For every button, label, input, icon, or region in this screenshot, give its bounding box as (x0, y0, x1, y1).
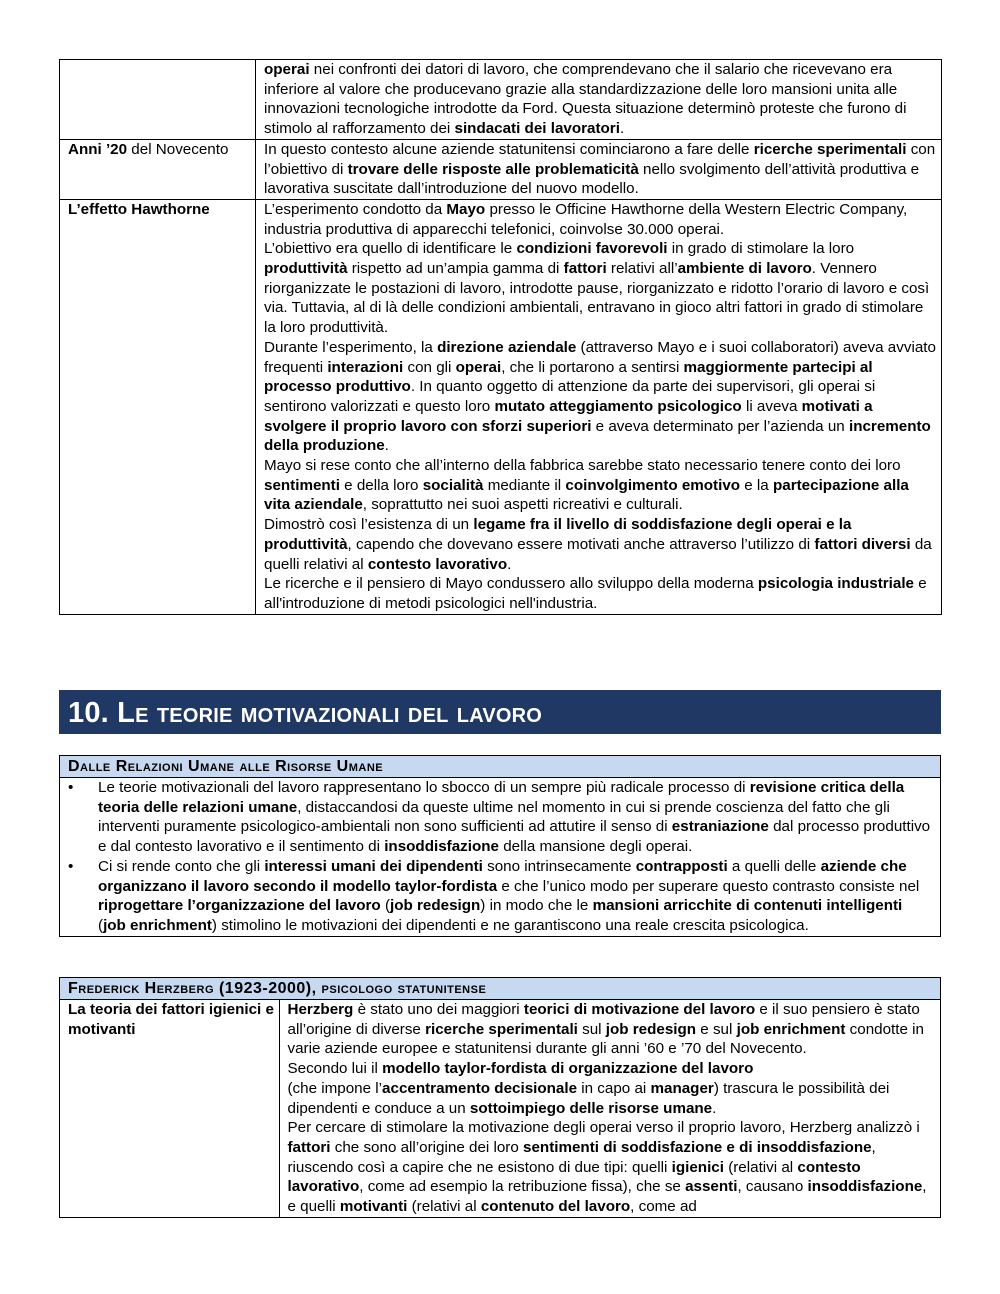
row-key: La teoria dei fattori igienici e motivanti (60, 1000, 279, 1217)
paragraph: (che impone l’accentramento decisionale in capo ai manager) trascura le possibilità dei dipendenti e conduce a un sottoimpiego delle risorse umane. (287, 1079, 890, 1117)
paragraph: Le ricerche e il pensiero di Mayo condussero allo sviluppo della moderna psicologia industriale e all'introduzione di metodi psicologici nell'industria. (264, 575, 927, 612)
bullet-list (60, 778, 940, 936)
row-content (256, 199, 942, 614)
table-row (60, 1000, 940, 1217)
paragraph: L’esperimento condotto da Mayo presso le Officine Hawthorne della Western Electric Company, industria produttiva di apparecchi telefonici, coinvolse 30.000 operai. (264, 200, 908, 238)
table-row (60, 60, 942, 140)
chapter-title: 10. Le teorie motivazionali del lavoro (59, 690, 941, 734)
section-heading: Frederick Herzberg (1923-2000), psicologo statunitense (60, 978, 940, 1000)
paragraph: Herzberg è stato uno dei maggiori teorici di motivazione del lavoro e il suo pensiero è stato all’origine di diverse ricerche sperimentali sul job redesign e sul job enrichment condotte in varie aziende europee e statunitensi durante gli anni ’60 e ’70 del Novecento. (287, 1001, 924, 1058)
mayo-table (59, 59, 942, 615)
row-content (256, 139, 942, 199)
paragraph: Per cercare di stimolare la motivazione degli operai verso il proprio lavoro, Herzberg analizzò i fattori che sono all’origine dei loro sentimenti di soddisfazione e di insoddisfazione, riuscendo così a capire che ne esistono di due tipi: quelli igienici (relativi al contesto lavorativo, come ad esempio la retribuzione fissa), che se assenti, causano insoddisfazione, e quelli motivanti (relativi al contenuto del lavoro, come ad (287, 1119, 927, 1216)
paragraph: In questo contesto alcune aziende statunitensi cominciarono a fare delle ricerche sperimentali con l’obiettivo di trovare delle risposte alle problematicità nello svolgimento dell’attività produttiva e lavorativa suscitate dall’introduzione del nuovo modello. (264, 140, 936, 198)
section-herzberg (59, 977, 941, 1218)
row-key: Anni ’20 del Novecento (60, 139, 256, 199)
paragraph: L’obiettivo era quello di identificare le condizioni favorevoli in grado di stimolare la loro produttività rispetto ad un’ampia gamma di fattori relativi all’ambiente di lavoro. Vennero riorganizzate le postazioni di lavoro, introdotte pause, riorganizzato e ridotto l’orario di lavoro e così via. Tuttavia, al di là delle condizioni ambientali, entravano in gioco altri fattori in grado di stimolare la loro produttività. (264, 240, 930, 337)
row-key (60, 60, 256, 140)
paragraph: Secondo lui il modello taylor-fordista di organizzazione del lavoro (287, 1060, 754, 1078)
table-row (60, 199, 942, 614)
list-item: • Le teorie motivazionali del lavoro rappresentano lo sbocco di un sempre più radicale processo di revisione critica della teoria delle relazioni umane, distaccandosi da queste ultime nel momento in cui si prende coscienza del fatto che gli interventi puramente psicologico-ambientali non sono sufficienti ad attutire il senso di estraniazione dal processo produttivo e dal contesto lavorativo e il sentimento di insoddisfazione della mansione degli operai. (60, 778, 940, 857)
herzberg-table (60, 1000, 940, 1217)
list-item: • Ci si rende conto che gli interessi umani dei dipendenti sono intrinsecamente contrapposti a quelli delle aziende che organizzano il lavoro secondo il modello taylor-fordista e che l’unico modo per superare questo contrasto consiste nel riprogettare l’organizzazione del lavoro (job redesign) in modo che le mansioni arricchite di contenuti intelligenti (job enrichment) stimolino le motivazioni dei dipendenti e ne garantiscono una reale crescita psicologica. (60, 857, 940, 936)
paragraph: operai nei confronti dei datori di lavoro, che comprendevano che il salario che ricevevano era inferiore al valore che producevano grazie alla standardizzazione delle loro mansioni unita alle innovazioni tecnologiche introdotte da Ford. Questa situazione determinò proteste che furono di stimolo al rafforzamento dei sindacati dei lavoratori. (264, 61, 907, 138)
row-key: L’effetto Hawthorne (60, 199, 256, 614)
row-content (279, 1000, 940, 1217)
table-row (60, 139, 942, 199)
paragraph: Mayo si rese conto che all’interno della fabbrica sarebbe stato necessario tenere conto dei loro sentimenti e della loro socialità mediante il coinvolgimento emotivo e la partecipazione alla vita aziendale, soprattutto nei suoi aspetti ricreativi e culturali. (264, 457, 909, 514)
section-heading: Dalle Relazioni Umane alle Risorse Umane (60, 756, 940, 778)
row-content (256, 60, 942, 140)
paragraph: Durante l’esperimento, la direzione aziendale (attraverso Mayo e i suoi collaboratori) aveva avviato frequenti interazioni con gli operai, che li portarono a sentirsi maggiormente partecipi al processo produttivo. In quanto oggetto di attenzione da parte dei supervisori, gli operai si sentirono valorizzati e questo loro mutato atteggiamento psicologico li aveva motivati a svolgere il proprio lavoro con sforzi superiori e aveva determinato per l’azienda un incremento della produzione. (264, 338, 936, 455)
section-relazioni-umane (59, 755, 941, 937)
paragraph: Dimostrò così l’esistenza di un legame fra il livello di soddisfazione degli operai e la produttività, capendo che dovevano essere motivati anche attraverso l’utilizzo di fattori diversi da quelli relativi al contesto lavorativo. (264, 516, 932, 573)
